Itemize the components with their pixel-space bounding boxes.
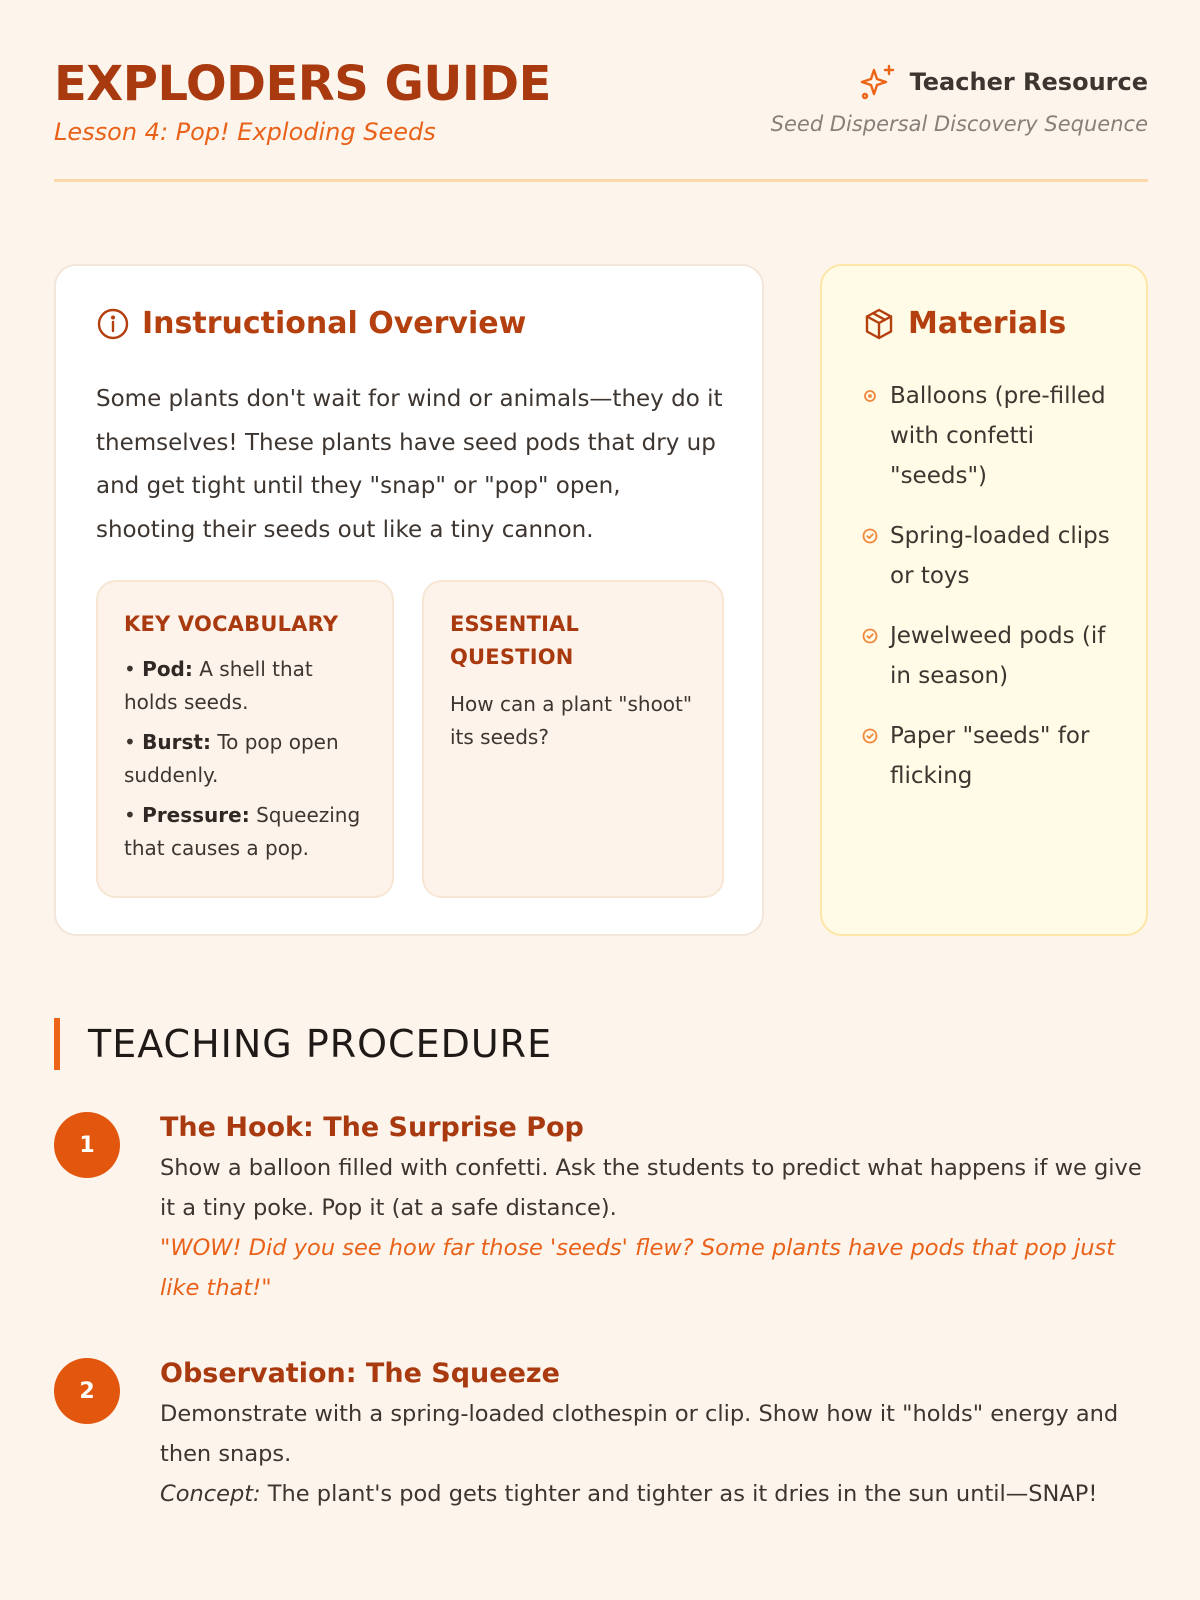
package-icon (862, 307, 896, 341)
key-vocabulary-box (96, 580, 394, 898)
material-label: Spring-loaded clips or toys (890, 523, 1110, 589)
material-item (862, 616, 1112, 696)
vocabulary-term: Burst: (142, 730, 211, 754)
vocabulary-list (124, 653, 366, 865)
instructional-overview-card (54, 264, 764, 936)
concept-label: Concept: (160, 1481, 261, 1507)
essential-question-box (422, 580, 724, 898)
concept-text: The plant's pod gets tighter and tighter as it dries in the sun until—SNAP! (260, 1481, 1098, 1507)
step-quote: "WOW! Did you see how far those 'seeds' flew? Some plants have pods that pop just like that!" (160, 1235, 1116, 1301)
step-title: Observation: The Squeeze (160, 1358, 560, 1389)
vocabulary-item: • Pressure: Squeezing that causes a pop. (124, 803, 361, 860)
material-label: Balloons (pre-filled with confetti "seeds") (890, 383, 1106, 489)
step-body (160, 1108, 1148, 1308)
overview-title: Instructional Overview (142, 306, 527, 341)
vocabulary-item: • Pod: A shell that holds seeds. (124, 657, 313, 714)
step-text: Show a balloon filled with confetti. Ask the students to predict what happens if we give it a tiny poke. Pop it (at a safe distance). (160, 1155, 1142, 1221)
step-number-badge: 1 (54, 1112, 120, 1178)
step-body (160, 1354, 1148, 1514)
lesson-subtitle: Lesson 4: Pop! Exploding Seeds (54, 118, 436, 146)
page-header (54, 52, 1148, 182)
materials-title: Materials (908, 306, 1067, 341)
sparkles-icon (858, 62, 898, 102)
material-item (862, 716, 1112, 796)
materials-heading (862, 306, 1066, 341)
step-number-badge: 2 (54, 1358, 120, 1424)
material-label: Jewelweed pods (if in season) (890, 623, 1106, 689)
sequence-label: Seed Dispersal Discovery Sequence (770, 112, 1148, 136)
page-title: EXPLODERS GUIDE (54, 56, 551, 112)
materials-list (862, 376, 1112, 816)
bullet-circle-icon (862, 388, 878, 404)
info-icon (96, 307, 130, 341)
vocabulary-definition: To pop open suddenly. (124, 730, 339, 787)
overview-text: Some plants don't wait for wind or animals—they do it themselves! These plants have seed pods that dry up and get tight until they "snap" or "pop" open, shooting their seeds out like a tiny cannon. (96, 386, 723, 543)
step-concept (160, 1474, 1148, 1514)
procedure-title: TEACHING PROCEDURE (88, 1022, 553, 1066)
check-circle-icon (862, 728, 878, 744)
material-label: Paper "seeds" for flicking (890, 723, 1090, 789)
check-circle-icon (862, 528, 878, 544)
material-item (862, 376, 1112, 496)
teacher-resource-tag (858, 62, 1148, 102)
vocabulary-term: Pressure: (142, 803, 250, 827)
vocabulary-title: KEY VOCABULARY (124, 612, 339, 636)
check-circle-icon (862, 628, 878, 644)
vocabulary-definition: Squeezing that causes a pop. (124, 803, 361, 860)
lesson-page (54, 0, 1148, 1600)
vocabulary-item: • Burst: To pop open suddenly. (124, 730, 339, 787)
essential-question-title: ESSENTIAL QUESTION (450, 612, 580, 669)
vocabulary-term: Pod: (142, 657, 193, 681)
step-text: Demonstrate with a spring-loaded clothespin or clip. Show how it "holds" energy and then snaps. (160, 1401, 1119, 1467)
vocabulary-definition: A shell that holds seeds. (124, 657, 313, 714)
teaching-procedure-heading (54, 1018, 552, 1070)
materials-card (820, 264, 1148, 936)
essential-question-text: How can a plant "shoot" its seeds? (450, 692, 693, 749)
teacher-resource-label: Teacher Resource (909, 68, 1148, 96)
overview-heading (96, 306, 526, 341)
step-title: The Hook: The Surprise Pop (160, 1112, 584, 1143)
material-item (862, 516, 1112, 596)
